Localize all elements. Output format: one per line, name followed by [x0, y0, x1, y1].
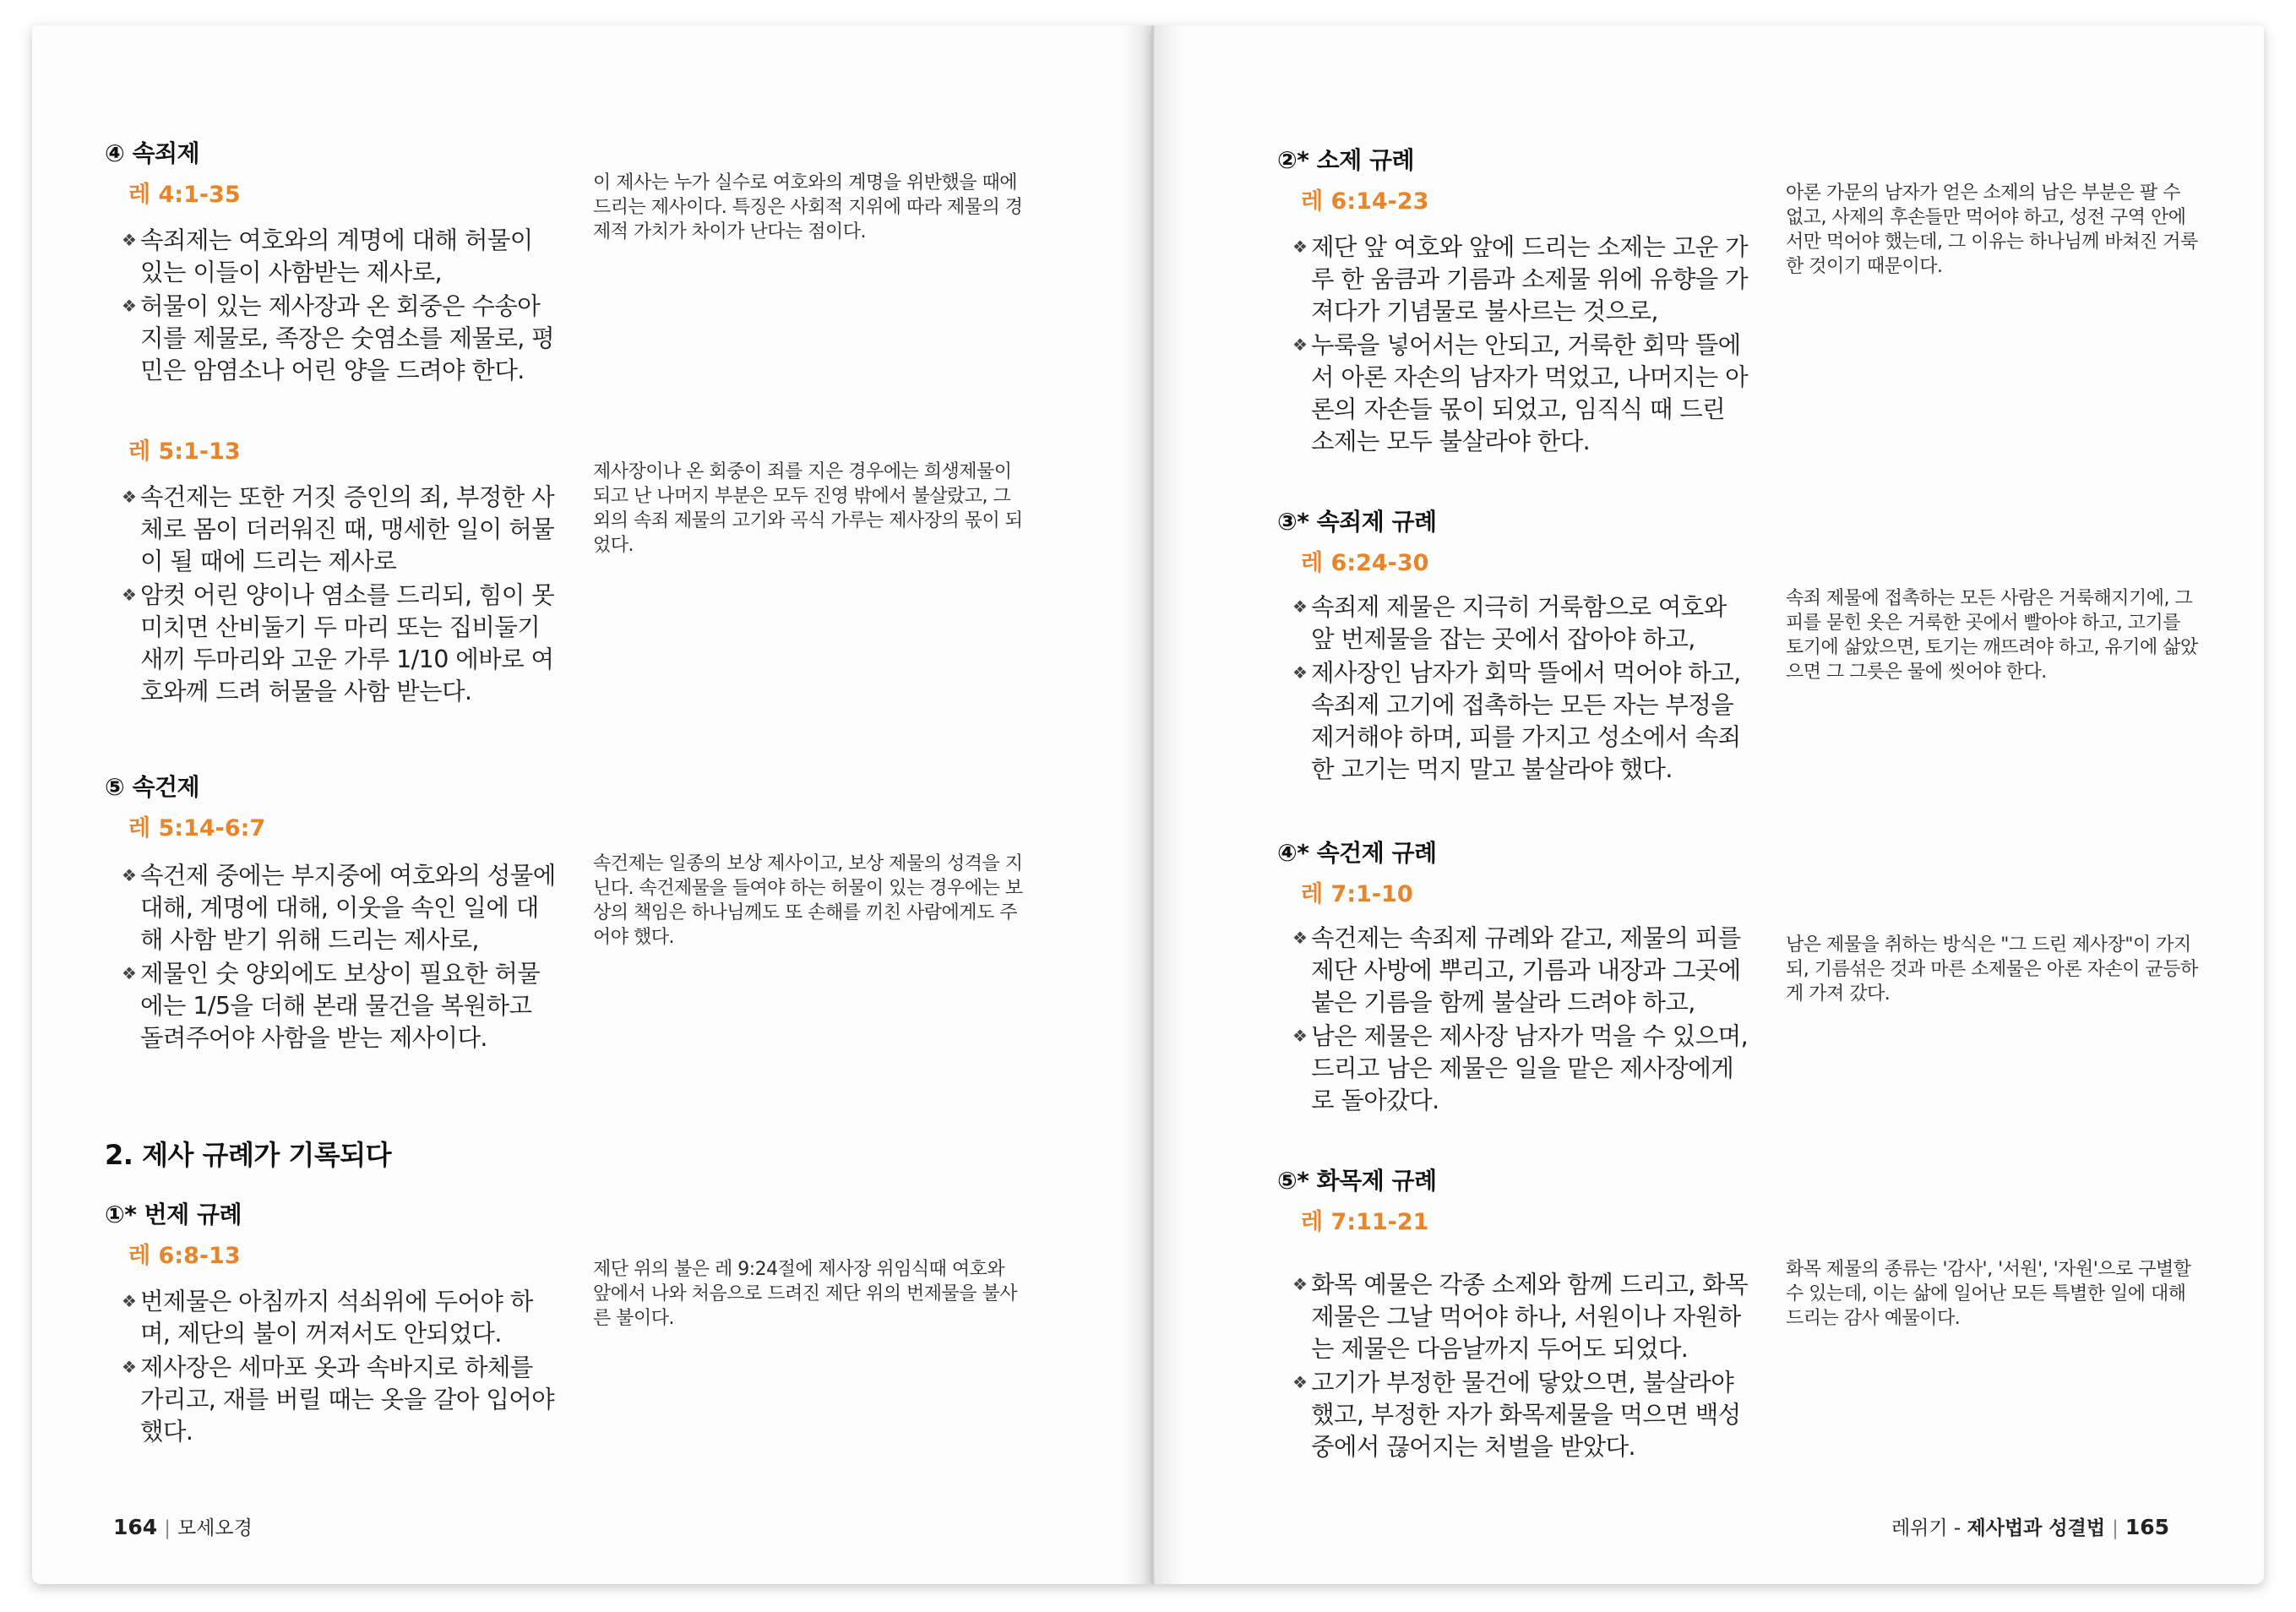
bullet-list [122, 1286, 561, 1450]
list-item: ❖ 암컷 어린 양이나 염소를 드리되, 힘이 못 미치면 산비둘기 두 마리 또는 집비둘기 새끼 두마리와 고운 가루 1/10 에바로 여호와께 드려 허물을 사함 받는다. [122, 580, 561, 708]
section-heading: ①* 번제 규례 [105, 1201, 242, 1228]
list-item: ❖ 속죄제는 여호와의 계명에 대해 허물이 있는 이들이 사함받는 제사로, [122, 225, 561, 289]
scripture-reference: 레 6:8-13 [128, 1243, 241, 1269]
bullet-list [1292, 591, 1749, 787]
book-title: 모세오경 [177, 1517, 253, 1539]
diamond-bullet-icon: ❖ [1292, 237, 1308, 257]
list-item: ❖ 제사장은 세마포 옷과 속바지로 하체를 가리고, 재를 버릴 때는 옷을 갈아 입어야 했다. [122, 1352, 561, 1448]
list-item: ❖ 남은 제물은 제사장 남자가 먹을 수 있으며, 드리고 남은 제물은 일을 맡은 제사장에게로 돌아갔다. [1292, 1021, 1749, 1117]
section-heading: ④ 속죄제 [105, 139, 200, 167]
scripture-reference: 레 4:1-35 [128, 182, 241, 208]
page-footer [1891, 1512, 2169, 1540]
side-note: 제단 위의 불은 레 9:24절에 제사장 위임식때 여호와 앞에서 나와 처음으로 드려진 제단 위의 번제물을 불사른 불이다. [593, 1259, 1017, 1329]
page-footer [113, 1512, 253, 1540]
list-item: ❖ 번제물은 아침까지 석쇠위에 두어야 하며, 제단의 불이 꺼져서도 안되었다. [122, 1286, 561, 1350]
section-heading: ③* 속죄제 규례 [1277, 508, 1437, 536]
diamond-bullet-icon: ❖ [1292, 1274, 1308, 1294]
side-note: 속건제는 일종의 보상 제사이고, 보상 제물의 성격을 지닌다. 속건제물을 들여야 하는 허물이 있는 경우에는 보상의 책임은 하나님께도 또 손해를 끼친 사람에게도 주어야 했다. [593, 853, 1023, 948]
diamond-bullet-icon: ❖ [1292, 1026, 1308, 1046]
left-page [32, 25, 1152, 1584]
diamond-bullet-icon: ❖ [122, 1291, 137, 1311]
section-heading: ②* 소제 규례 [1277, 146, 1415, 174]
side-note: 속죄 제물에 접촉하는 모든 사람은 거룩해지기에, 그 피를 묻힌 옷은 거룩한 곳에서 빨아야 하고, 고기를 토기에 삶았으면, 토기는 깨뜨려야 하고, 유기에 삶았으면 그 그릇은 물에 씻어야 한다. [1786, 588, 2198, 683]
list-item: ❖ 제사장인 남자가 회막 뜰에서 먹어야 하고, 속죄제 고기에 접촉하는 모든 자는 부정을 제거해야 하며, 피를 가지고 성소에서 속죄한 고기는 먹지 말고 불살라야 했다. [1292, 657, 1749, 786]
diamond-bullet-icon: ❖ [1292, 1372, 1308, 1392]
diamond-bullet-icon: ❖ [122, 1357, 137, 1377]
diamond-bullet-icon: ❖ [1292, 596, 1308, 617]
list-item: ❖ 화목 예물은 각종 소제와 함께 드리고, 화목제물은 그날 먹어야 하나, 서원이나 자원하는 제물은 다음날까지 두어도 되었다. [1292, 1269, 1749, 1365]
bullet-list [122, 482, 561, 710]
side-note: 남은 제물을 취하는 방식은 "그 드린 제사장"이 가지되, 기름섞은 것과 마른 소제물은 아론 자손이 균등하게 가져 갔다. [1786, 934, 2198, 1005]
right-page [1152, 25, 2264, 1584]
chapter-title: 제사법과 성결법 [1967, 1517, 2106, 1539]
side-note: 아론 가문의 남자가 얻은 소제의 남은 부분은 팔 수 없고, 사제의 후손들만 먹어야 하고, 성전 구역 안에서만 먹어야 했는데, 그 이유는 하나님께 바쳐진 거룩한 것이기 때문이다. [1786, 182, 2198, 277]
list-item: ❖ 제단 앞 여호와 앞에 드리는 소제는 고운 가루 한 움큼과 기름과 소제물 위에 유향을 가져다가 기념물로 불사르는 것으로, [1292, 231, 1749, 328]
list-item: ❖ 제물인 숫 양외에도 보상이 필요한 허물에는 1/5을 더해 본래 물건을 복원하고 돌려주어야 사함을 받는 제사이다. [122, 958, 561, 1054]
side-note: 제사장이나 온 회중이 죄를 지은 경우에는 희생제물이 되고 난 나머지 부분은 모두 진영 밖에서 불살랐고, 그 외의 속죄 제물의 고기와 곡식 가루는 제사장의 몫이 되었다. [593, 461, 1023, 556]
side-note: 이 제사는 누가 실수로 여호와의 계명을 위반했을 때에 드리는 제사이다. 특징은 사회적 지위에 따라 제물의 경제적 가치가 차이가 난다는 점이다. [593, 172, 1023, 242]
bullet-list [1292, 231, 1749, 460]
page-number: 164 [113, 1515, 158, 1539]
diamond-bullet-icon: ❖ [1292, 335, 1308, 355]
list-item: ❖ 속건제는 또한 거짓 증인의 죄, 부정한 사체로 몸이 더러워진 때, 맹세한 일이 허물이 될 때에 드리는 제사로 [122, 482, 561, 578]
diamond-bullet-icon: ❖ [122, 296, 137, 316]
list-item: ❖ 허물이 있는 제사장과 온 회중은 수송아지를 제물로, 족장은 숫염소를 제물로, 평민은 암염소나 어린 양을 드려야 한다. [122, 291, 561, 387]
section-heading: ⑤* 화목제 규례 [1277, 1167, 1437, 1195]
page-number: 165 [2125, 1515, 2169, 1539]
diamond-bullet-icon: ❖ [122, 585, 137, 605]
footer-divider: | [164, 1517, 171, 1539]
scripture-reference: 레 7:1-10 [1301, 881, 1413, 907]
scripture-reference: 레 6:14-23 [1301, 188, 1429, 215]
section-heading: ⑤ 속건제 [105, 773, 200, 801]
chapter-heading: 2. 제사 규례가 기록되다 [105, 1139, 392, 1171]
scripture-reference: 레 5:1-13 [128, 438, 241, 465]
diamond-bullet-icon: ❖ [1292, 662, 1308, 683]
diamond-bullet-icon: ❖ [122, 230, 137, 250]
book-name: 레위기 - [1891, 1517, 1967, 1539]
bullet-list [122, 225, 561, 389]
list-item: ❖ 속죄제 제물은 지극히 거룩함으로 여호와 앞 번제물을 잡는 곳에서 잡아야 하고, [1292, 591, 1749, 656]
scripture-reference: 레 5:14-6:7 [128, 815, 266, 841]
list-item: ❖ 누룩을 넣어서는 안되고, 거룩한 회막 뜰에서 아론 자손의 남자가 먹었고, 나머지는 아론의 자손들 몫이 되었고, 임직식 때 드린 소제는 모두 불살라야 한다. [1292, 329, 1749, 458]
bullet-list [122, 860, 561, 1056]
section-heading: ④* 속건제 규례 [1277, 839, 1437, 867]
bullet-list [1292, 923, 1749, 1119]
list-item: ❖ 속건제는 속죄제 규례와 같고, 제물의 피를 제단 사방에 뿌리고, 기름과 내장과 그곳에 붙은 기름을 함께 불살라 드려야 하고, [1292, 923, 1749, 1019]
diamond-bullet-icon: ❖ [1292, 928, 1308, 948]
diamond-bullet-icon: ❖ [122, 963, 137, 983]
side-note: 화목 제물의 종류는 '감사', '서원', '자원'으로 구별할 수 있는데, 이는 삶에 일어난 모든 특별한 일에 대해 드리는 감사 예물이다. [1786, 1259, 2191, 1329]
list-item: ❖ 고기가 부정한 물건에 닿았으면, 불살라야 했고, 부정한 자가 화목제물을 먹으면 백성 중에서 끊어지는 처벌을 받았다. [1292, 1367, 1749, 1463]
footer-divider: | [2112, 1517, 2119, 1539]
scripture-reference: 레 7:11-21 [1301, 1209, 1429, 1235]
bullet-list [1292, 1269, 1749, 1465]
list-item: ❖ 속건제 중에는 부지중에 여호와의 성물에 대해, 계명에 대해, 이웃을 속인 일에 대해 사함 받기 위해 드리는 제사로, [122, 860, 561, 956]
diamond-bullet-icon: ❖ [122, 487, 137, 507]
diamond-bullet-icon: ❖ [122, 865, 137, 885]
scripture-reference: 레 6:24-30 [1301, 550, 1429, 576]
